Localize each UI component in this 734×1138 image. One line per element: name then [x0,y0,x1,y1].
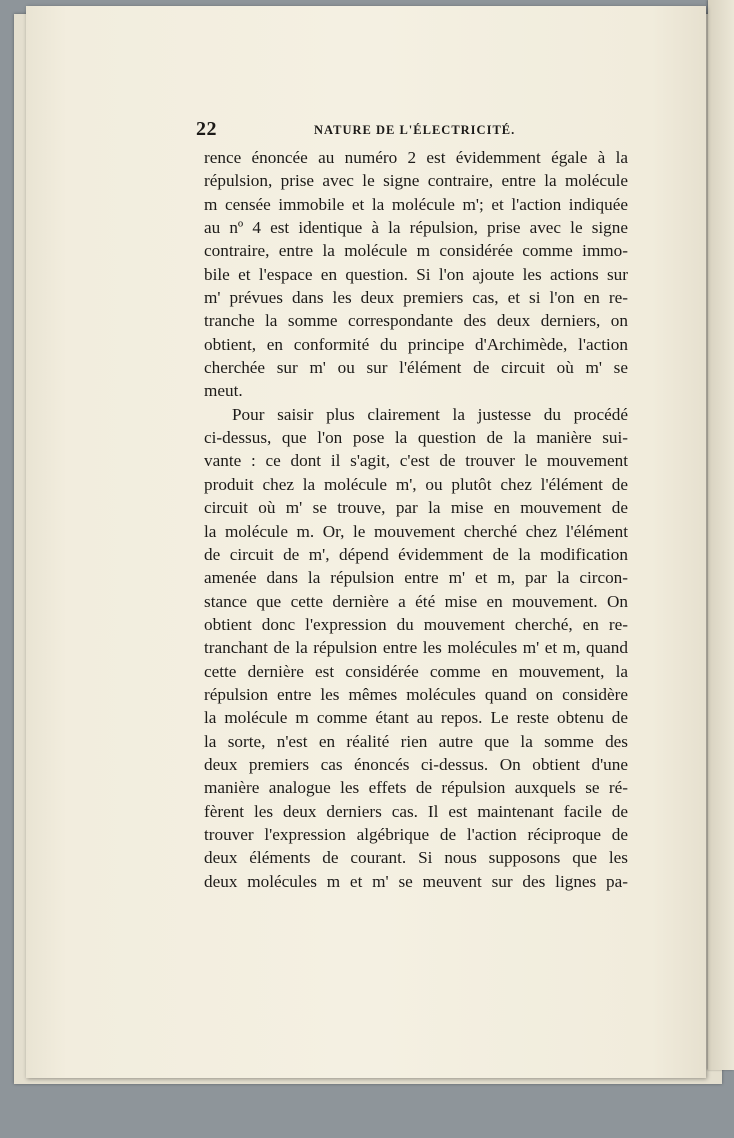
text-line: meut. [204,381,243,401]
text-line: bile et l'espace en question. Si l'on ajoute les actions sur [204,264,628,284]
text-line: cherchée sur m' ou sur l'élément de circuit où m' se [204,358,628,378]
text-line: deux éléments de courant. Si nous supposons que les [204,848,628,868]
text-line: répulsion entre les mêmes molécules quand on considère [204,684,628,704]
text-line: obtient, en conformité du principe d'Archimède, l'action [204,334,628,354]
text-line: tranche la somme correspondante des deux derniers, on [204,311,628,331]
text-line: répulsion, prise avec le signe contraire, entre la molécule [204,171,628,191]
text-line: rence énoncée au numéro 2 est évidemment égale à la [204,148,628,167]
page-number: 22 [196,118,217,140]
text-line: la molécule m. Or, le mouvement cherché chez l'élément [204,521,628,541]
text-line: amenée dans la répulsion entre m' et m, par la circon- [204,568,628,588]
text-line: m censée immobile et la molécule m'; et l'action indiquée [204,194,628,214]
text-line: de circuit de m', dépend évidemment de la modification [204,544,628,564]
running-title: NATURE DE L'ÉLECTRICITÉ. [314,123,516,137]
page-header [26,118,706,148]
text-line: vante : ce dont il s'agit, c'est de trouver le mouvement [204,451,628,471]
text-line: produit chez la molécule m', ou plutôt chez l'élément de [204,474,628,494]
text-line: la sorte, n'est en réalité rien autre que la somme des [204,731,628,751]
body-text [204,146,628,893]
text-line: deux molécules m et m' se meuvent sur des lignes pa- [204,871,628,891]
text-line: circuit où m' se trouve, par la mise en mouvement de [204,498,628,518]
text-line: tranchant de la répulsion entre les molécules m' et m, quand [204,638,628,658]
text-line: cette dernière est considérée comme en mouvement, la [204,661,628,681]
text-line: deux premiers cas énoncés ci-dessus. On obtient d'une [204,754,628,774]
text-line: trouver l'expression algébrique de l'action réciproque de [204,824,628,844]
text-line: au nº 4 est identique à la répulsion, prise avec le signe [204,218,628,238]
text-line: m' prévues dans les deux premiers cas, et si l'on en re- [204,288,628,308]
text-line: contraire, entre la molécule m considérée comme immo- [204,241,628,261]
text-line: ci-dessus, que l'on pose la question de la manière sui- [204,428,628,448]
facing-page-edge [708,0,734,1070]
text-line: Pour saisir plus clairement la justesse du procédé [232,404,628,424]
text-line: stance que cette dernière a été mise en mouvement. On [204,591,628,611]
text-line: obtient donc l'expression du mouvement cherché, en re- [204,614,628,634]
text-line: fèrent les deux derniers cas. Il est maintenant facile de [204,801,628,821]
text-line: la molécule m comme étant au repos. Le reste obtenu de [204,708,628,728]
text-line: manière analogue les effets de répulsion auxquels se ré- [204,778,628,798]
book-page [26,6,706,1078]
